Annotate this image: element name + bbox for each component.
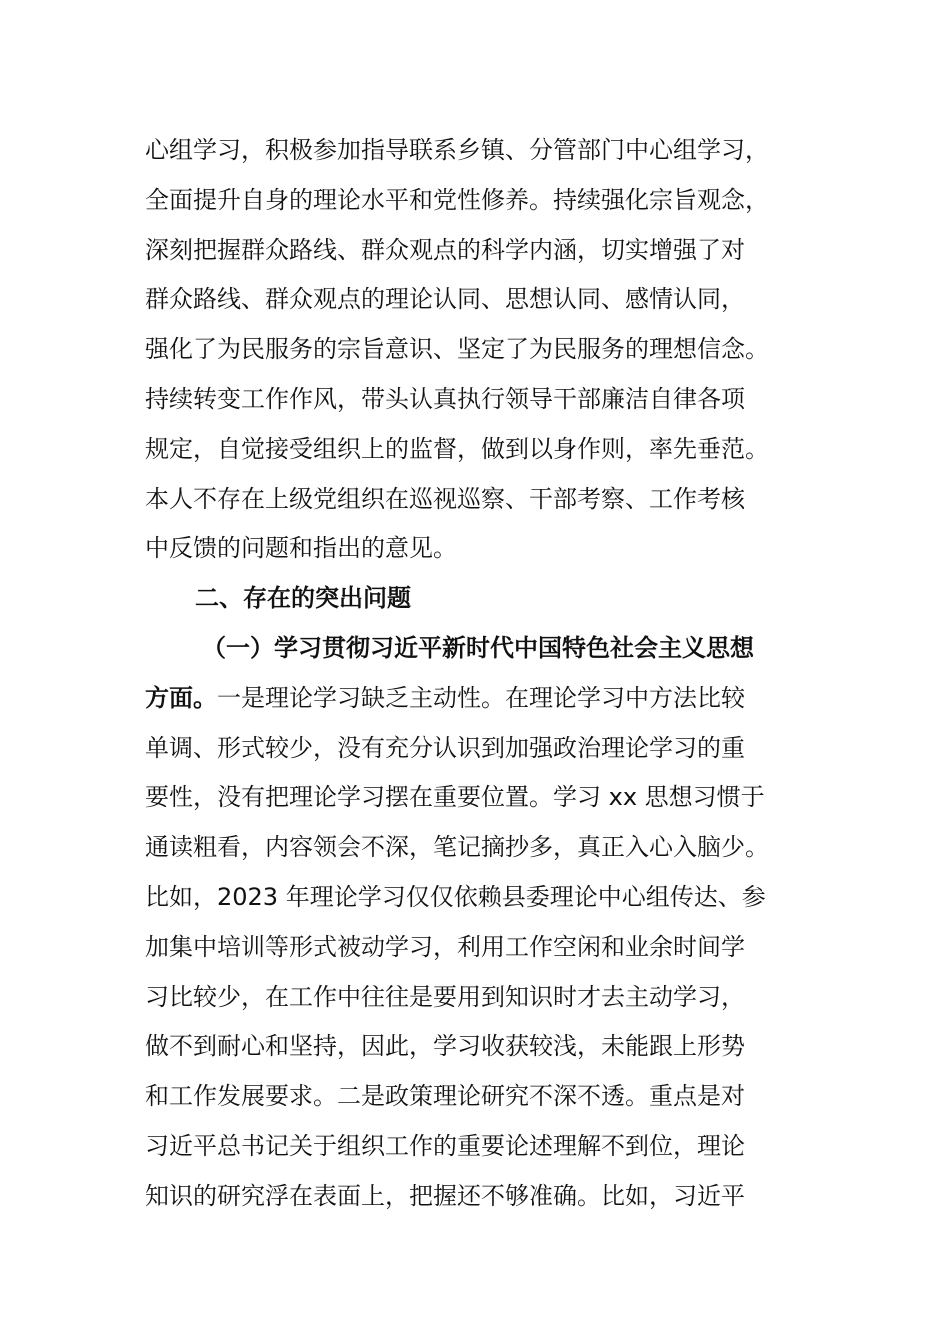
paragraph-line: 要性，没有把理论学习摆在重要位置。学习 xx 思想习惯于 bbox=[145, 783, 765, 812]
document-body bbox=[145, 126, 825, 1222]
paragraph-line: 习近平总书记关于组织工作的重要论述理解不到位，理论 bbox=[145, 1131, 745, 1160]
paragraph-line: 心组学习，积极参加指导联系乡镇、分管部门中心组学习， bbox=[145, 136, 769, 164]
paragraph-line: 本人不存在上级党组织在巡视巡察、干部考察、工作考核 bbox=[145, 484, 745, 513]
paragraph-line: 单调、形式较少，没有充分认识到加强政治理论学习的重 bbox=[145, 733, 745, 762]
paragraph-line: 加集中培训等形式被动学习，利用工作空闲和业余时间学 bbox=[145, 932, 745, 961]
paragraph-line: 知识的研究浮在表面上，把握还不够准确。比如，习近平 bbox=[145, 1181, 745, 1210]
paragraph-line: 中反馈的问题和指出的意见。 bbox=[145, 534, 457, 563]
section-heading: 二、存在的突出问题 bbox=[195, 584, 411, 613]
paragraph-line: 做不到耐心和坚持，因此，学习收获较浅，未能跟上形势 bbox=[145, 1032, 745, 1061]
paragraph-line: 强化了为民服务的宗旨意识、坚定了为民服务的理想信念。 bbox=[145, 335, 769, 364]
paragraph-line: 习比较少，在工作中往往是要用到知识时才去主动学习， bbox=[145, 982, 745, 1011]
subsection-heading: （一）学习贯彻习近平新时代中国特色社会主义思想 bbox=[202, 633, 754, 662]
paragraph-line: 深刻把握群众路线、群众观点的科学内涵，切实增强了对 bbox=[145, 235, 745, 264]
paragraph-line: 比如，2023 年理论学习仅仅依赖县委理论中心组传达、参 bbox=[145, 882, 766, 911]
paragraph-line: 持续转变工作作风，带头认真执行领导干部廉洁自律各项 bbox=[145, 384, 745, 413]
paragraph-line: 规定，自觉接受组织上的监督，做到以身作则，率先垂范。 bbox=[145, 434, 769, 463]
paragraph-line bbox=[145, 674, 825, 724]
paragraph-line: 全面提升自身的理论水平和党性修养。持续强化宗旨观念， bbox=[145, 185, 769, 214]
paragraph-line: 和工作发展要求。二是政策理论研究不深不透。重点是对 bbox=[145, 1082, 745, 1111]
paragraph-text: 一是理论学习缺乏主动性。在理论学习中方法比较 bbox=[217, 683, 745, 712]
subsection-heading-tail: 方面。 bbox=[145, 683, 217, 712]
paragraph-line: 群众路线、群众观点的理论认同、思想认同、感情认同， bbox=[145, 285, 745, 314]
paragraph-line: 通读粗看，内容领会不深，笔记摘抄多，真正入心入脑少。 bbox=[145, 833, 769, 862]
